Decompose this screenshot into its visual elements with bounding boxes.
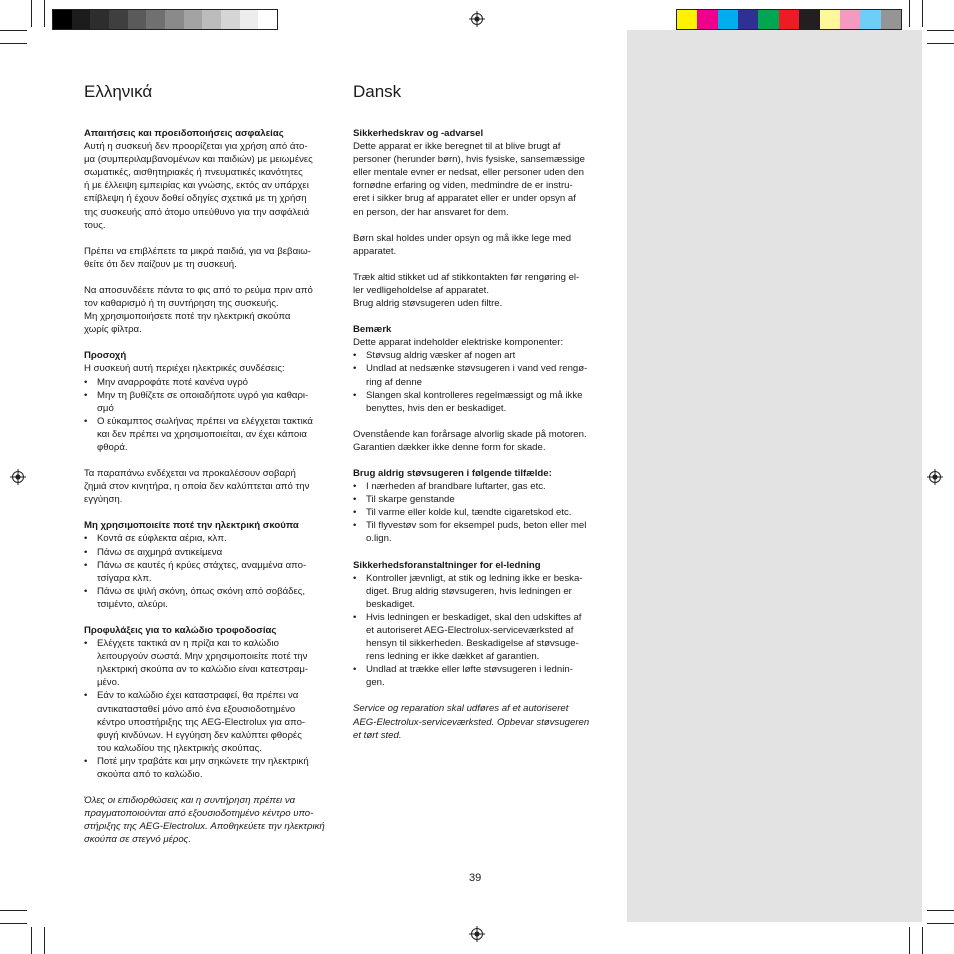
text-line: Dette apparat indeholder elektriske komponenter: — [353, 337, 564, 349]
text-line: της συσκευής από άτομο υπεύθυνο για την ασφάλειά — [84, 206, 310, 218]
list-item — [84, 755, 339, 781]
crop-mark — [909, 0, 910, 27]
list-item-line: hensyn til sikkerheden. Beskadigelse af støvsuge- — [366, 638, 579, 650]
spacer — [353, 219, 608, 232]
crop-mark — [0, 923, 27, 924]
list-item-line: κέντρο υποστήριξης της AEG-Electrolux για απο- — [97, 716, 306, 728]
list-item — [84, 532, 339, 545]
spacer — [84, 454, 339, 467]
text-line: Garantien dækker ikke denne form for skade. — [353, 441, 546, 453]
list-item-line: • Kontroller jævnligt, at stik og ledning ikke er beska- — [366, 572, 583, 584]
list-item — [84, 546, 339, 559]
crop-mark — [31, 927, 32, 954]
list-item-line: • Πάνω σε αιχμηρά αντικείμενα — [97, 546, 223, 558]
list-item-line: • Εάν το καλώδιο έχει καταστραφεί, θα πρέπει να — [97, 690, 299, 702]
section-title: Sikkerhedskrav og -advarsel — [353, 128, 484, 139]
spacer — [84, 271, 339, 284]
grayscale-swatch — [109, 10, 128, 29]
list-item — [84, 689, 339, 754]
text-line: τους. — [84, 219, 106, 231]
bullet-list — [353, 349, 608, 414]
process-swatch — [697, 10, 717, 29]
crop-mark — [927, 43, 954, 44]
text-line: eret i sikker brug af apparatet eller er under opsyn af — [353, 193, 576, 205]
crop-mark — [927, 923, 954, 924]
text-line: Όλες οι επιδιορθώσεις και η συντήρηση πρέπει να — [84, 795, 296, 807]
side-panel — [627, 30, 922, 922]
grayscale-swatch — [165, 10, 184, 29]
list-item-line: • Hvis ledningen er beskadiget, skal den udskiftes af — [366, 611, 582, 623]
list-item-line: et autoriseret AEG-Electrolux-serviceværksted af — [366, 625, 574, 636]
list-item — [84, 389, 339, 415]
process-swatch — [840, 10, 860, 29]
list-item-line: • Ο εύκαμπτος σωλήνας πρέπει να ελέγχεται τακτικά — [97, 415, 313, 427]
section-title: Μη χρησιμοποιείτε ποτέ την ηλεκτρική σκούπα — [84, 520, 299, 532]
list-item-line: beskadiget. — [366, 598, 416, 610]
text-line: et tørt sted. — [353, 729, 402, 741]
list-item-line: o.lign. — [366, 533, 392, 545]
text-line: μα (συμπεριλαμβανομένων και παιδιών) με μειωμένες — [84, 154, 313, 166]
text-line: χωρίς φίλτρα. — [84, 324, 142, 336]
text-line: Dette apparat er ikke beregnet til at blive brugt af — [353, 141, 561, 153]
list-item-line: φθορά. — [97, 441, 128, 453]
text-line: Ovenstående kan forårsage alvorlig skade på motoren. — [353, 428, 587, 440]
text-line: θείτε ότι δεν παίζουν με τη συσκευή. — [84, 258, 237, 270]
list-item-line: diget. Brug aldrig støvsugeren, hvis ledningen er — [366, 585, 572, 597]
list-item-line: του καλωδίου της ηλεκτρικής σκούπας. — [97, 742, 262, 754]
list-item-line: τσίγαρα κλπ. — [97, 572, 152, 584]
list-item — [353, 663, 608, 689]
list-item-line: αντικατασταθεί μόνο από ένα εξουσιοδοτημένο — [97, 703, 296, 715]
text-line: σκούπα σε στεγνό μέρος. — [84, 834, 191, 846]
grayscale-swatch — [184, 10, 203, 29]
registration-mark-icon — [927, 469, 943, 485]
list-item-line: • Til varme eller kolde kul, tændte cigaretskod etc. — [366, 507, 572, 519]
text-line: Μη χρησιμοποιήσετε ποτέ την ηλεκτρική σκούπα — [84, 311, 291, 323]
process-swatch — [677, 10, 697, 29]
list-item-line: • Κοντά σε εύφλεκτα αέρια, κλπ. — [97, 533, 227, 545]
list-item-line: • Til skarpe genstande — [366, 494, 455, 506]
list-item-line: • Μην αναρροφάτε ποτέ κανένα υγρό — [97, 376, 248, 388]
text-line: Træk altid stikket ud af stikkontakten før rengøring el- — [353, 271, 580, 283]
spacer — [84, 232, 339, 245]
spacer — [353, 454, 608, 467]
text-line: Brug aldrig støvsugeren uden filtre. — [353, 298, 503, 310]
grayscale-swatch — [128, 10, 147, 29]
list-item-line: • Πάνω σε καυτές ή κρύες στάχτες, αναμμένα απο- — [97, 559, 307, 571]
process-color-bar — [676, 9, 902, 30]
list-item-line: • Ελέγχετε τακτικά αν η πρίζα και το καλώδιο — [97, 638, 279, 650]
spacer — [84, 611, 339, 624]
list-item-line: σμό — [97, 402, 114, 414]
text-line: personer (herunder børn), hvis fysiske, sansemæssige — [353, 154, 585, 166]
list-item — [84, 559, 339, 585]
list-item-line: gen. — [366, 677, 385, 689]
grayscale-swatch — [146, 10, 165, 29]
crop-mark — [0, 30, 27, 31]
list-item — [353, 506, 608, 519]
process-swatch — [860, 10, 880, 29]
text-line: τον καθαρισμό ή τη συντήρηση της συσκευής. — [84, 298, 279, 310]
text-line: επίβλεψη ή έχουν δοθεί οδηγίες σχετικά με τη χρήση — [84, 193, 307, 205]
spacer — [84, 781, 339, 794]
spacer — [84, 336, 339, 349]
process-swatch — [758, 10, 778, 29]
text-line: σωματικές, αισθητηριακές ή πνευματικές ικανότητες — [84, 167, 303, 179]
section-title: Sikkerhedsforanstaltninger for el-ledning — [353, 559, 541, 571]
list-item-line: • Ποτέ μην τραβάτε και μην σηκώνετε την ηλεκτρική — [97, 755, 309, 767]
list-item-line: • Μην τη βυθίζετε σε οποιαδήποτε υγρό για καθαρι- — [97, 389, 309, 401]
bullet-list — [353, 572, 608, 690]
grayscale-swatch — [240, 10, 259, 29]
text-line: Τα παραπάνω ενδέχεται να προκαλέσουν σοβαρή — [84, 468, 296, 480]
bullet-list — [84, 532, 339, 611]
list-item — [353, 349, 608, 362]
bullet-list — [84, 376, 339, 455]
spacer — [84, 506, 339, 519]
list-item-line: • Undlad at nedsænke støvsugeren i vand ved rengø- — [366, 363, 588, 375]
text-line: Η συσκευή αυτή περιέχει ηλεκτρικές συνδέσεις: — [84, 363, 285, 375]
grayscale-color-bar — [52, 9, 278, 30]
crop-mark — [922, 0, 923, 27]
grayscale-swatch — [53, 10, 72, 29]
text-line: Αυτή η συσκευή δεν προορίζεται για χρήση από άτο- — [84, 141, 308, 153]
crop-mark — [927, 30, 954, 31]
text-line: ζημιά στον κινητήρα, η οποία δεν καλύπτεται από την — [84, 481, 310, 493]
page-number: 39 — [469, 872, 482, 884]
crop-mark — [31, 0, 32, 27]
bullet-list — [353, 480, 608, 545]
list-item — [84, 637, 339, 689]
registration-mark-icon — [469, 926, 485, 942]
list-item — [84, 415, 339, 454]
section-title: Προφυλάξεις για το καλώδιο τροφοδοσίας — [84, 625, 277, 636]
list-item-line: • Undlad at trække eller løfte støvsugeren i lednin- — [366, 664, 573, 676]
language-heading: Ελληνικά — [84, 82, 153, 101]
list-item — [353, 572, 608, 611]
spacer — [353, 689, 608, 702]
list-item — [353, 480, 608, 493]
text-line: apparatet. — [353, 245, 397, 257]
text-line: en person, der har ansvaret for dem. — [353, 206, 509, 218]
list-item-line: • Πάνω σε ψιλή σκόνη, όπως σκόνη από σοβάδες, — [97, 585, 306, 597]
list-item-line: και δεν πρέπει να χρησιμοποιείται, αν έχει κάποια — [97, 428, 307, 440]
process-swatch — [738, 10, 758, 29]
list-item-line: λειτουργούν σωστά. Μην χρησιμοποιείτε ποτέ την — [97, 651, 308, 663]
text-line: Børn skal holdes under opsyn og må ikke lege med — [353, 232, 572, 244]
crop-mark — [44, 927, 45, 954]
crop-mark — [909, 927, 910, 954]
crop-mark — [922, 927, 923, 954]
list-item-line: • I nærheden af brandbare luftarter, gas etc. — [366, 481, 546, 493]
list-item — [353, 611, 608, 663]
language-heading: Dansk — [353, 82, 402, 101]
bullet-list — [84, 637, 339, 781]
text-line: Πρέπει να επιβλέπετε τα μικρά παιδιά, για να βεβαιω- — [84, 245, 311, 257]
process-swatch — [881, 10, 901, 29]
spacer — [353, 258, 608, 271]
list-item-line: σκούπα από το καλώδιο. — [97, 769, 203, 781]
text-line: πραγματοποιούνται από εξουσιοδοτημένο κέντρο υπο- — [84, 808, 314, 820]
process-swatch — [820, 10, 840, 29]
crop-mark — [0, 910, 27, 911]
text-line: στήριξης της AEG-Electrolux. Αποθηκεύετε την ηλεκτρική — [84, 821, 325, 833]
section-title: Προσοχή — [84, 350, 127, 362]
list-item-line: • Slangen skal kontrolleres regelmæssigt og må ikke — [366, 389, 583, 401]
spacer — [353, 415, 608, 428]
text-line: Service og reparation skal udføres af et autoriseret — [353, 703, 569, 715]
greek-column — [84, 82, 339, 847]
list-item — [353, 389, 608, 415]
list-item — [353, 519, 608, 545]
spacer — [353, 310, 608, 323]
grayscale-swatch — [90, 10, 109, 29]
process-swatch — [799, 10, 819, 29]
list-item-line: φυγή κινδύνων. Η εγγύηση δεν καλύπτει φθορές — [97, 729, 302, 741]
text-line: AEG-Electrolux-serviceværksted. Opbevar støvsugeren — [353, 716, 590, 728]
section-title: Bemærk — [353, 324, 392, 336]
list-item-line: • Støvsug aldrig væsker af nogen art — [366, 350, 516, 362]
list-item-line: rens ledning er ikke dækket af garantien. — [366, 651, 540, 663]
text-line: Να αποσυνδέετε πάντα το φις από το ρεύμα πριν από — [84, 284, 313, 296]
spacer — [353, 546, 608, 559]
process-swatch — [718, 10, 738, 29]
list-item-line: benyttes, hvis den er beskadiget. — [366, 402, 507, 414]
registration-mark-icon — [469, 11, 485, 27]
process-swatch — [779, 10, 799, 29]
grayscale-swatch — [72, 10, 91, 29]
list-item-line: ring af denne — [366, 376, 423, 388]
grayscale-swatch — [202, 10, 221, 29]
list-item-line: • Til flyvestøv som for eksempel puds, beton eller mel — [366, 520, 587, 532]
list-item — [84, 585, 339, 611]
grayscale-swatch — [258, 10, 277, 29]
section-title: Brug aldrig støvsugeren i følgende tilfælde: — [353, 467, 552, 479]
text-line: εγγύηση. — [84, 494, 123, 506]
danish-column — [353, 82, 608, 742]
text-line: fornødne erfaring og viden, medmindre de er instru- — [353, 180, 573, 192]
text-line: ή με έλλειψη εμπειρίας και γνώσης, εκτός αν υπάρχει — [84, 180, 309, 192]
list-item-line: μένο. — [97, 677, 120, 689]
crop-mark — [927, 910, 954, 911]
list-item — [353, 493, 608, 506]
text-line: eller mentale evner er nedsat, eller personer uden den — [353, 167, 584, 179]
crop-mark — [44, 0, 45, 27]
section-title: Απαιτήσεις και προειδοποιήσεις ασφαλείας — [84, 128, 284, 139]
list-item — [353, 362, 608, 388]
list-item-line: ηλεκτρική σκούπα αν το καλώδιο είναι κατεστραμ- — [97, 664, 309, 676]
list-item-line: τσιμέντο, αλεύρι. — [97, 598, 168, 610]
list-item — [84, 376, 339, 389]
crop-mark — [0, 43, 27, 44]
registration-mark-icon — [10, 469, 26, 485]
text-line: ler vedligeholdelse af apparatet. — [353, 284, 490, 296]
grayscale-swatch — [221, 10, 240, 29]
